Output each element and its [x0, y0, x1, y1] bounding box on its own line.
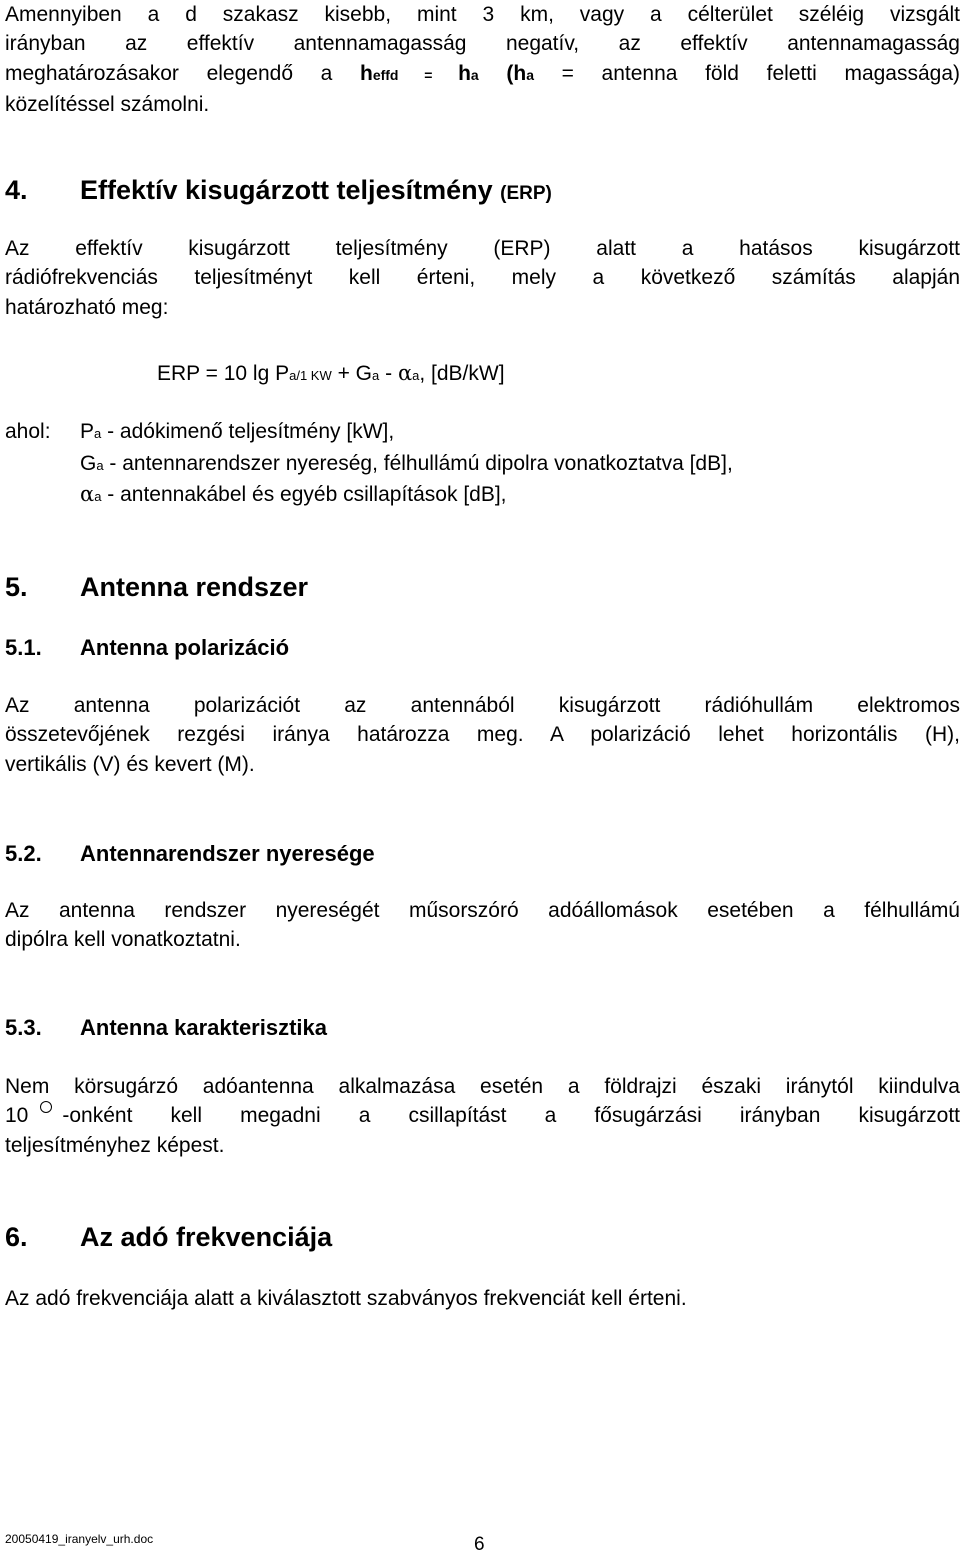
section-5-3-number: 5.3. [5, 1015, 42, 1040]
section-4-line-1: Az effektív kisugárzott teljesítmény (ERP) alatt a hatásos kisugárzott [5, 237, 960, 260]
section-5-2-line-1: Az antenna rendszer nyereségét műsorszóró adóállomások esetében a félhullámú [5, 899, 960, 922]
section-5-2-paragraph [5, 896, 960, 955]
where-label: ahol: [5, 420, 51, 443]
section-4-line-3: határozható meg: [5, 295, 169, 319]
section-5-3-heading [5, 1014, 327, 1042]
section-5-3-line-3: teljesítményhez képest. [5, 1133, 225, 1157]
section-4-heading [5, 174, 552, 210]
section-5-3-line-1: Nem körsugárzó adóantenna alkalmazása esetén a földrajzi északi iránytól kiindulva [5, 1075, 960, 1098]
intro-line-2: irányban az effektív antennamagasság negatív, az effektív antennamagasság [5, 32, 960, 56]
section-4-title: Effektív kisugárzott teljesítmény [80, 175, 493, 205]
section-5-2-heading [5, 840, 375, 868]
section-6-title: Az adó frekvenciája [80, 1222, 333, 1252]
section-5-number: 5. [5, 572, 28, 602]
section-5-3-title: Antenna karakterisztika [80, 1015, 327, 1040]
intro-line-3-start: meghatározásakor elegendő a [5, 61, 360, 85]
intro-line-1: Amennyiben a d szakasz kisebb, mint 3 km, vagy a célterület széléig vizsgált [5, 3, 960, 26]
definition-ga: Ga - antennarendszer nyereség, félhullámú dipolra vonatkoztatva [dB], [80, 451, 733, 475]
intro-line-3-end: = antenna föld feletti magassága) [533, 61, 960, 85]
intro-paragraph [5, 0, 960, 119]
degree-symbol [40, 1101, 52, 1113]
footer-filename: 20050419_iranyelv_urh.doc [5, 1532, 154, 1546]
section-5-1-line-1: Az antenna polarizációt az antennából kisugárzott rádióhullám elektromos [5, 694, 960, 717]
section-5-1-line-2: összetevőjének rezgési iránya határozza meg. A polarizáció lehet horizontális (H), [5, 723, 960, 747]
section-5-heading [5, 571, 308, 603]
intro-line-4: közelítéssel számolni. [5, 92, 210, 116]
section-5-1-title: Antenna polarizáció [80, 635, 290, 660]
section-5-2-number: 5.2. [5, 841, 42, 866]
section-5-1-paragraph [5, 691, 960, 779]
section-5-2-line-2: dipólra kell vonatkoztatni. [5, 928, 241, 952]
page-number: 6 [474, 1534, 485, 1555]
section-6-number: 6. [5, 1222, 28, 1252]
section-4-line-2: rádiófrekvenciás teljesítményt kell érteni, mely a következő számítás alapján [5, 266, 960, 290]
section-5-2-title: Antennarendszer nyeresége [80, 841, 375, 866]
section-5-title: Antenna rendszer [80, 572, 309, 602]
section-5-1-number: 5.1. [5, 635, 42, 660]
section-5-1-line-3: vertikális (V) és kevert (M). [5, 752, 255, 776]
section-5-3-paragraph [5, 1072, 960, 1160]
section-4-paragraph [5, 234, 960, 322]
definition-pa: Pa - adókimenő teljesítmény [kW], [80, 420, 395, 443]
section-5-1-heading [5, 634, 289, 662]
section-6-line-1: Az adó frekvenciája alatt a kiválasztott szabványos frekvenciát kell érteni. [5, 1287, 687, 1310]
section-5-3-line-2: 10 -onként kell megadni a csillapítást a fősugárzási irányban kisugárzott [5, 1101, 960, 1130]
symbol-definitions [80, 417, 733, 512]
section-6-paragraph [5, 1284, 960, 1313]
erp-formula: ERP = 10 lg Pa/1 KW + Ga - αa, [dB/kW] [157, 361, 505, 385]
h-effd-symbol: heffd = ha (ha [359, 61, 534, 85]
section-4-number: 4. [5, 175, 28, 205]
definition-alpha: αa - antennakábel és egyéb csillapítások [dB], [80, 482, 507, 506]
intro-line-3 [5, 59, 960, 90]
section-6-heading [5, 1221, 332, 1253]
section-4-title-suffix: (ERP) [500, 183, 552, 204]
